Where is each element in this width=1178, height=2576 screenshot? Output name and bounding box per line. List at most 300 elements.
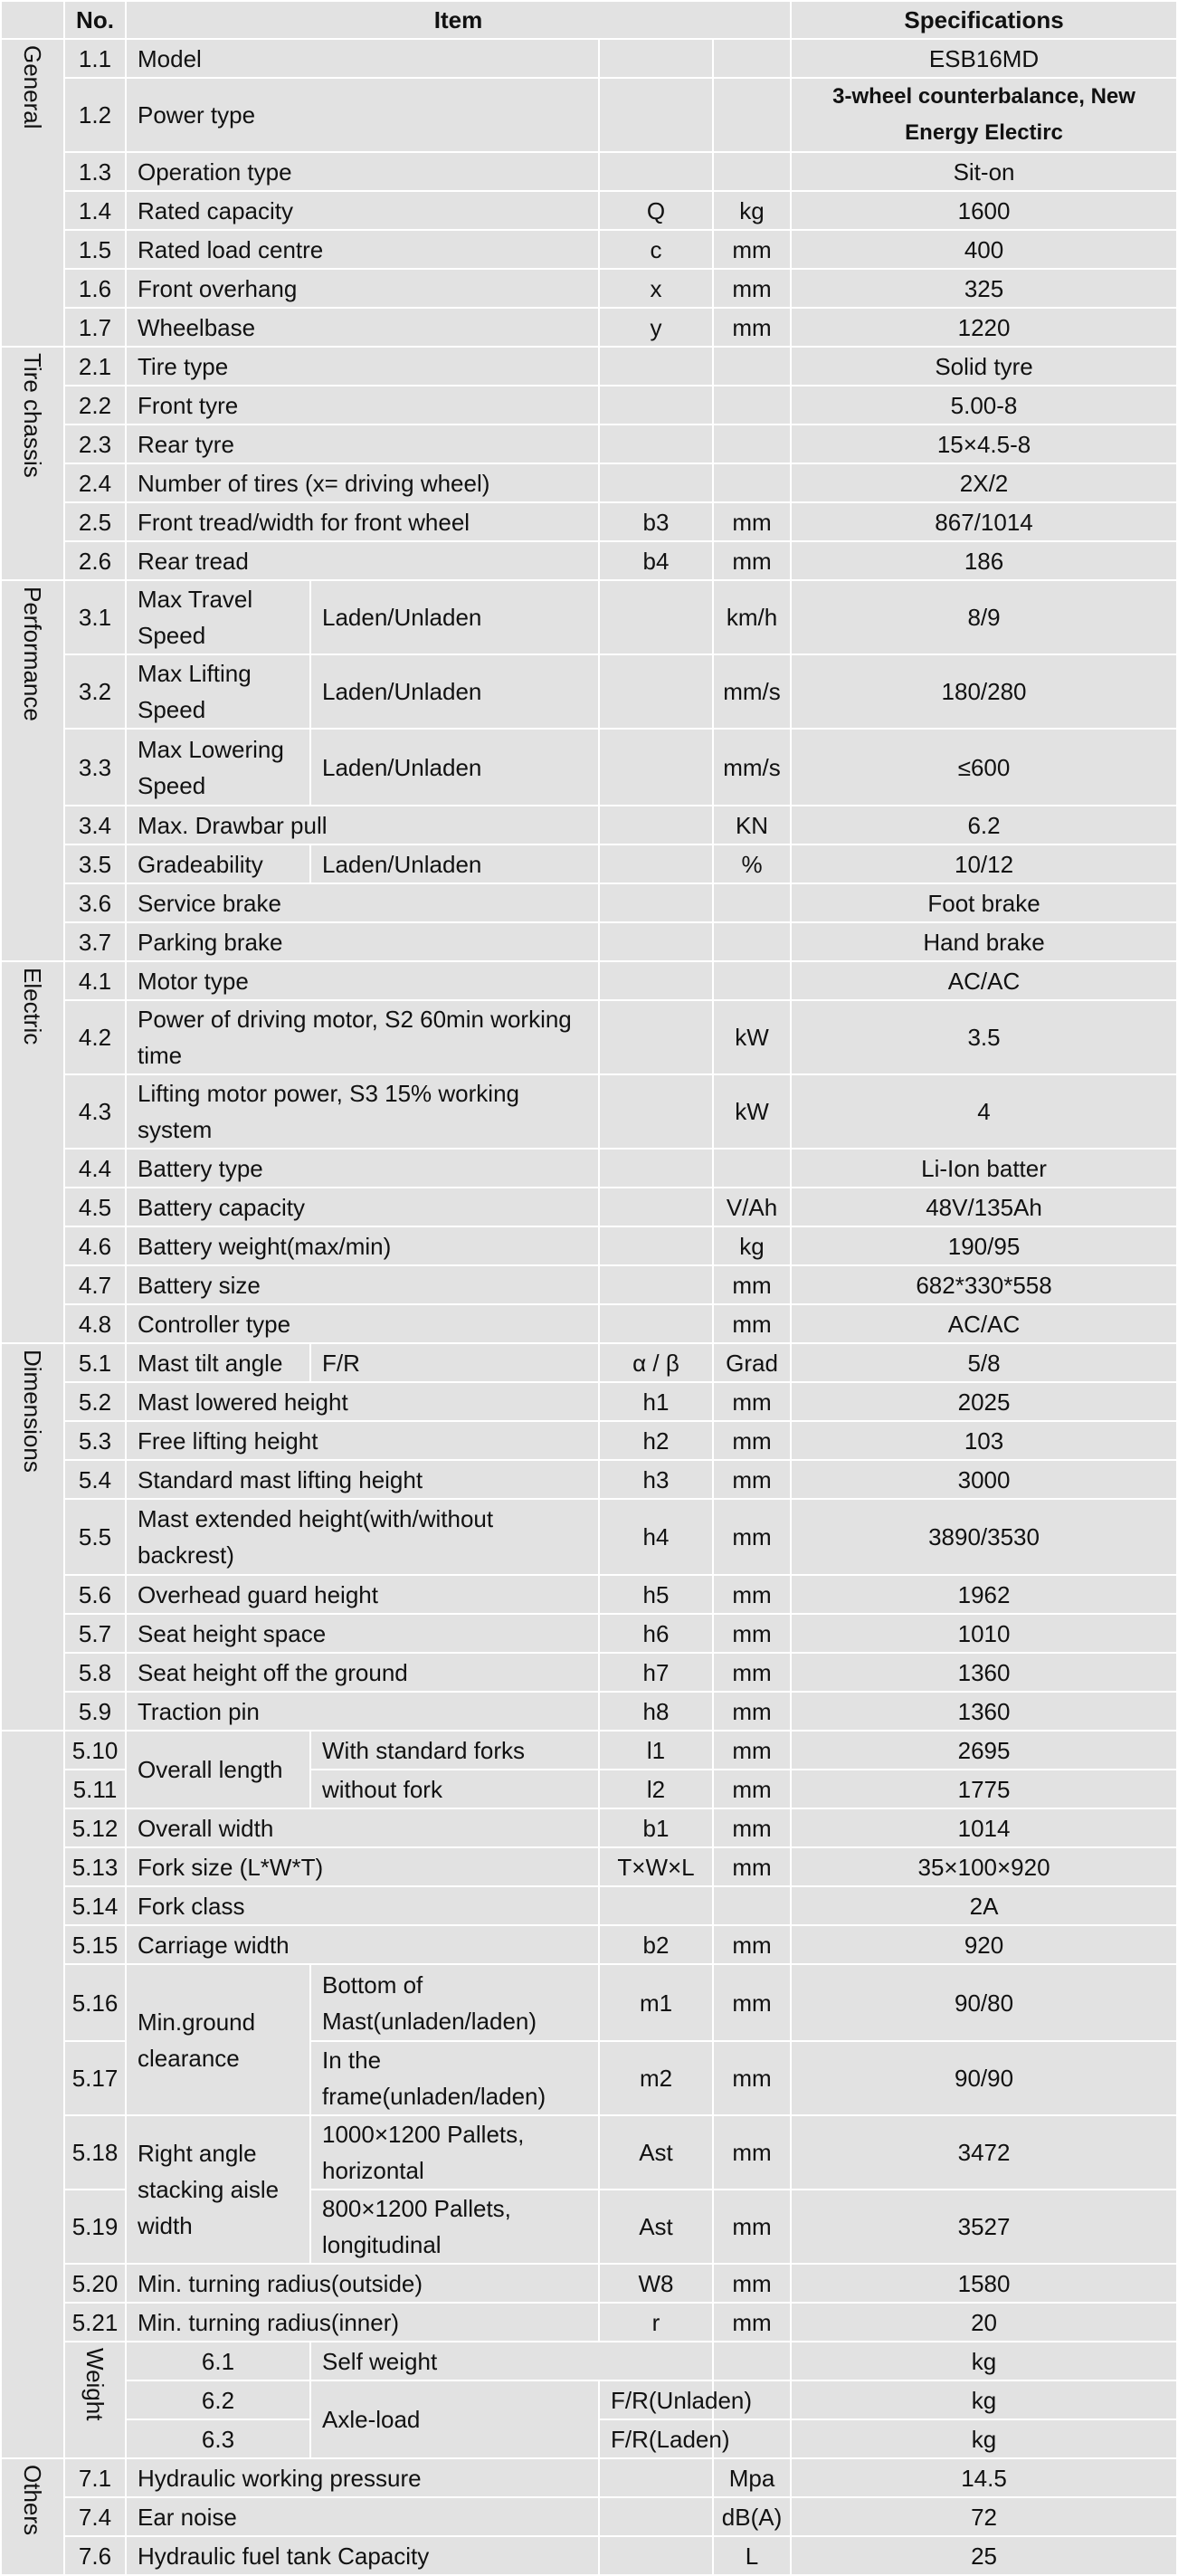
item-name: Motor type — [126, 961, 599, 1000]
unit: V/Ah — [713, 1188, 791, 1226]
row-number: 2.3 — [64, 425, 126, 463]
spec-value: 8/9 — [791, 580, 1177, 654]
unit: Grad — [713, 1343, 791, 1382]
item-name: Free lifting height — [126, 1421, 599, 1460]
row-number: 5.12 — [64, 1808, 126, 1847]
item-condition: Laden/Unladen — [310, 729, 599, 806]
spec-value: 920 — [791, 1925, 1177, 1964]
item-condition: without fork — [310, 1770, 599, 1808]
row-number: 5.20 — [64, 2264, 126, 2303]
symbol: h3 — [599, 1460, 713, 1499]
table-row — [1, 844, 1177, 883]
spec-value: 6.2 — [791, 806, 1177, 844]
symbol: α / β — [599, 1343, 713, 1382]
row-number: 2.2 — [64, 386, 126, 425]
unit: mm — [713, 2041, 791, 2115]
table-row — [1, 1000, 1177, 1074]
table-row — [1, 1343, 1177, 1382]
spec-value: Hand brake — [791, 922, 1177, 961]
table-row — [1, 806, 1177, 844]
item-name: Rear tread — [126, 541, 599, 580]
unit: mm — [713, 1265, 791, 1304]
row-number: 1.7 — [64, 308, 126, 347]
table-row — [1, 78, 1177, 152]
unit: kg — [791, 2419, 1177, 2458]
symbol: b1 — [599, 1808, 713, 1847]
table-row — [1, 922, 1177, 961]
item-name: Min.ground clearance — [126, 1964, 310, 2115]
item-condition: F/R — [310, 1343, 599, 1382]
symbol: h4 — [599, 1499, 713, 1575]
spec-value: ESB16MD — [791, 39, 1177, 78]
unit: mm — [713, 2264, 791, 2303]
item-name: Battery size — [126, 1265, 599, 1304]
table-row — [1, 230, 1177, 269]
unit: km/h — [713, 580, 791, 654]
unit: kW — [713, 1074, 791, 1149]
item-name: Overall length — [126, 1731, 310, 1808]
table-row — [1, 1265, 1177, 1304]
table-row — [1, 1421, 1177, 1460]
item-name: Hydraulic fuel tank Capacity — [126, 2536, 599, 2575]
item-name: Rear tyre — [126, 425, 599, 463]
spec-value: 48V/135Ah — [791, 1188, 1177, 1226]
item-name: Seat height off the ground — [126, 1653, 599, 1692]
unit: mm — [713, 1692, 791, 1731]
spec-value: 3.5 — [791, 1000, 1177, 1074]
item-condition: Laden/Unladen — [310, 580, 599, 654]
item-name: Gradeability — [126, 844, 310, 883]
symbol: h5 — [599, 1575, 713, 1614]
spec-value: 2A — [791, 1886, 1177, 1925]
item-condition: Laden/Unladen — [310, 654, 599, 729]
spec-value: 5.00-8 — [791, 386, 1177, 425]
unit: mm/s — [713, 729, 791, 806]
item-name: Lifting motor power, S3 15% working system — [126, 1074, 599, 1149]
table-row — [1, 463, 1177, 502]
spec-value: 180/280 — [791, 654, 1177, 729]
table-row — [1, 269, 1177, 308]
table-row — [1, 1226, 1177, 1265]
table-row — [1, 2303, 1177, 2342]
table-row — [1, 2115, 1177, 2190]
symbol: h7 — [599, 1653, 713, 1692]
group-label-weight: Weight — [64, 2342, 126, 2458]
spec-value: 2025 — [791, 1382, 1177, 1421]
item-name: Right angle stacking aisle width — [126, 2115, 310, 2264]
row-number: 5.6 — [64, 1575, 126, 1614]
item-name: Service brake — [126, 883, 599, 922]
row-number: 5.4 — [64, 1460, 126, 1499]
header-specifications: Specifications — [791, 1, 1177, 39]
unit: mm — [713, 1460, 791, 1499]
row-number: 5.9 — [64, 1692, 126, 1731]
spec-value: 10/12 — [791, 844, 1177, 883]
group-label-general: General — [1, 39, 64, 347]
row-number: 5.15 — [64, 1925, 126, 1964]
table-row — [1, 2380, 1177, 2419]
table-row — [1, 961, 1177, 1000]
item-name: Model — [126, 39, 599, 78]
row-number: 5.5 — [64, 1499, 126, 1575]
symbol: b3 — [599, 502, 713, 541]
spec-value: 1360 — [791, 1653, 1177, 1692]
row-number: 7.1 — [64, 2458, 126, 2497]
group-label-electric: Electric — [1, 961, 64, 1343]
item-name: Mast extended height(with/without backrest) — [126, 1499, 599, 1575]
unit: mm/s — [713, 654, 791, 729]
row-number: 4.8 — [64, 1304, 126, 1343]
unit: mm — [713, 1847, 791, 1886]
item-name: Power type — [126, 78, 599, 152]
spec-value: 867/1014 — [791, 502, 1177, 541]
item-name: Parking brake — [126, 922, 599, 961]
row-number: 5.7 — [64, 1614, 126, 1653]
item-name: Number of tires (x= driving wheel) — [126, 463, 599, 502]
item-name: Overall width — [126, 1808, 599, 1847]
item-name: Wheelbase — [126, 308, 599, 347]
symbol: Ast — [599, 2115, 713, 2190]
spec-value: 20 — [791, 2303, 1177, 2342]
spec-value: 3890/3530 — [791, 1499, 1177, 1575]
row-number: 2.4 — [64, 463, 126, 502]
table-row — [1, 1304, 1177, 1343]
unit: Mpa — [713, 2458, 791, 2497]
item-name: Standard mast lifting height — [126, 1460, 599, 1499]
unit: mm — [713, 269, 791, 308]
table-row — [1, 541, 1177, 580]
item-condition: 1000×1200 Pallets, horizontal — [310, 2115, 599, 2190]
item-name: Carriage width — [126, 1925, 599, 1964]
spec-value: 1600 — [791, 191, 1177, 230]
spec-value: 3527 — [791, 2190, 1177, 2264]
row-number: 4.6 — [64, 1226, 126, 1265]
unit: kW — [713, 1000, 791, 1074]
spec-value: Solid tyre — [791, 347, 1177, 386]
item-name: Battery type — [126, 1149, 599, 1188]
table-row — [1, 1614, 1177, 1653]
spec-value: 1962 — [791, 1575, 1177, 1614]
group-label-performance: Performance — [1, 580, 64, 961]
unit: mm — [713, 2303, 791, 2342]
row-number: 5.13 — [64, 1847, 126, 1886]
spec-value: AC/AC — [791, 1304, 1177, 1343]
unit: kg — [713, 191, 791, 230]
spec-value: 186 — [791, 541, 1177, 580]
row-number: 3.6 — [64, 883, 126, 922]
table-row — [1, 1925, 1177, 1964]
symbol: m1 — [599, 1964, 713, 2041]
row-number: 5.8 — [64, 1653, 126, 1692]
row-number: 7.4 — [64, 2497, 126, 2536]
row-number: 5.11 — [64, 1770, 126, 1808]
table-row — [1, 347, 1177, 386]
item-name: Rated capacity — [126, 191, 599, 230]
row-number: 2.1 — [64, 347, 126, 386]
row-number: 3.1 — [64, 580, 126, 654]
row-number: 4.5 — [64, 1188, 126, 1226]
spec-value: 190/95 — [791, 1226, 1177, 1265]
spec-value: 72 — [791, 2497, 1177, 2536]
item-name: Axle-load — [310, 2380, 599, 2458]
table-row — [1, 308, 1177, 347]
row-number: 3.5 — [64, 844, 126, 883]
row-number: 3.7 — [64, 922, 126, 961]
table-row — [1, 152, 1177, 191]
header-no: No. — [64, 1, 126, 39]
row-number: 3.3 — [64, 729, 126, 806]
unit: mm — [713, 1964, 791, 2041]
spec-value: 1775 — [791, 1770, 1177, 1808]
row-number: 5.17 — [64, 2041, 126, 2115]
row-number: 5.14 — [64, 1886, 126, 1925]
table-row — [1, 2536, 1177, 2575]
unit: mm — [713, 1925, 791, 1964]
item-name: Ear noise — [126, 2497, 599, 2536]
row-number: 6.2 — [126, 2380, 310, 2419]
row-number: 4.7 — [64, 1265, 126, 1304]
table-row — [1, 1692, 1177, 1731]
item-condition: With standard forks — [310, 1731, 599, 1770]
unit: mm — [713, 1304, 791, 1343]
table-row — [1, 1382, 1177, 1421]
unit: mm — [713, 1421, 791, 1460]
table-row — [1, 1460, 1177, 1499]
row-number: 7.6 — [64, 2536, 126, 2575]
header-row — [1, 1, 1177, 39]
spec-value: AC/AC — [791, 961, 1177, 1000]
spec-value: 325 — [791, 269, 1177, 308]
row-number: 3.4 — [64, 806, 126, 844]
table-row — [1, 729, 1177, 806]
unit: mm — [713, 541, 791, 580]
table-row — [1, 1188, 1177, 1226]
spec-value: 2695 — [791, 1731, 1177, 1770]
unit: mm — [713, 1382, 791, 1421]
table-row — [1, 1808, 1177, 1847]
unit: mm — [713, 1499, 791, 1575]
group-label-others: Others — [1, 2458, 64, 2575]
spec-value: Sit-on — [791, 152, 1177, 191]
table-row — [1, 1847, 1177, 1886]
spec-value: 103 — [791, 1421, 1177, 1460]
spec-value: 1010 — [791, 1614, 1177, 1653]
spec-value: 682*330*558 — [791, 1265, 1177, 1304]
spec-value: 90/80 — [791, 1964, 1177, 2041]
spec-value: 15×4.5-8 — [791, 425, 1177, 463]
row-number: 4.1 — [64, 961, 126, 1000]
item-condition: Laden/Unladen — [310, 844, 599, 883]
table-row — [1, 39, 1177, 78]
group-label-dimensions: Dimensions — [1, 1343, 64, 1731]
header-item: Item — [126, 1, 791, 39]
row-number: 4.2 — [64, 1000, 126, 1074]
unit: kg — [791, 2380, 1177, 2419]
row-number: 5.19 — [64, 2190, 126, 2264]
symbol: b4 — [599, 541, 713, 580]
spec-value: 5/8 — [791, 1343, 1177, 1382]
unit: kg — [791, 2342, 1177, 2380]
item-name: Max Lowering Speed — [126, 729, 310, 806]
spec-value: 35×100×920 — [791, 1847, 1177, 1886]
item-name: Power of driving motor, S2 60min working time — [126, 1000, 599, 1074]
item-name: Hydraulic working pressure — [126, 2458, 599, 2497]
spec-value: ≤600 — [791, 729, 1177, 806]
unit: KN — [713, 806, 791, 844]
spec-value: 1360 — [791, 1692, 1177, 1731]
table-row — [1, 1149, 1177, 1188]
row-number: 1.6 — [64, 269, 126, 308]
row-number: 4.3 — [64, 1074, 126, 1149]
item-name: Controller type — [126, 1304, 599, 1343]
row-number: 4.4 — [64, 1149, 126, 1188]
item-name: Max Lifting Speed — [126, 654, 310, 729]
item-name: Seat height space — [126, 1614, 599, 1653]
table-row — [1, 654, 1177, 729]
table-row — [1, 580, 1177, 654]
spec-value: 25 — [791, 2536, 1177, 2575]
row-number: 3.2 — [64, 654, 126, 729]
item-condition: 800×1200 Pallets, longitudinal — [310, 2190, 599, 2264]
symbol: b2 — [599, 1925, 713, 1964]
symbol: h2 — [599, 1421, 713, 1460]
spec-value: 1014 — [791, 1808, 1177, 1847]
unit: mm — [713, 1731, 791, 1770]
item-name: Min. turning radius(outside) — [126, 2264, 599, 2303]
symbol: l2 — [599, 1770, 713, 1808]
symbol: h6 — [599, 1614, 713, 1653]
unit: L — [713, 2536, 791, 2575]
item-name: Traction pin — [126, 1692, 599, 1731]
spec-value: Foot brake — [791, 883, 1177, 922]
item-name: Mast lowered height — [126, 1382, 599, 1421]
table-row — [1, 1653, 1177, 1692]
row-number: 6.3 — [126, 2419, 310, 2458]
unit: mm — [713, 502, 791, 541]
symbol: Q — [599, 191, 713, 230]
unit: kg — [713, 1226, 791, 1265]
item-name: Self weight — [310, 2342, 713, 2380]
row-number: 5.3 — [64, 1421, 126, 1460]
row-number: 2.6 — [64, 541, 126, 580]
spec-value: 3-wheel counterbalance, New Energy Electirc — [791, 78, 1177, 152]
item-name: Operation type — [126, 152, 599, 191]
spec-value: 4 — [791, 1074, 1177, 1149]
unit: mm — [713, 1653, 791, 1692]
group-label-tire-chassis: Tire chassis — [1, 347, 64, 580]
table-row — [1, 1575, 1177, 1614]
spec-value: 90/90 — [791, 2041, 1177, 2115]
unit: mm — [713, 230, 791, 269]
symbol: r — [599, 2303, 713, 2342]
spec-value: Li-Ion batter — [791, 1149, 1177, 1188]
item-name: Rated load centre — [126, 230, 599, 269]
item-condition: F/R(Unladen) — [599, 2380, 713, 2419]
row-number: 1.1 — [64, 39, 126, 78]
spec-value: 3000 — [791, 1460, 1177, 1499]
symbol: y — [599, 308, 713, 347]
row-number: 5.2 — [64, 1382, 126, 1421]
symbol: x — [599, 269, 713, 308]
header-blank — [1, 1, 64, 39]
table-row — [1, 1499, 1177, 1575]
item-name: Mast tilt angle — [126, 1343, 310, 1382]
item-name: Front tyre — [126, 386, 599, 425]
spec-value: 1580 — [791, 2264, 1177, 2303]
spec-value: 3472 — [791, 2115, 1177, 2190]
item-name: Front overhang — [126, 269, 599, 308]
table-row — [1, 2497, 1177, 2536]
item-name: Min. turning radius(inner) — [126, 2303, 599, 2342]
table-row — [1, 502, 1177, 541]
unit: mm — [713, 1575, 791, 1614]
table-row — [1, 1886, 1177, 1925]
unit: mm — [713, 2190, 791, 2264]
symbol: T×W×L — [599, 1847, 713, 1886]
item-condition: Bottom of Mast(unladen/laden) — [310, 1964, 599, 2041]
item-name: Max. Drawbar pull — [126, 806, 599, 844]
symbol: l1 — [599, 1731, 713, 1770]
spec-value: 14.5 — [791, 2458, 1177, 2497]
item-name: Fork class — [126, 1886, 599, 1925]
row-number: 1.2 — [64, 78, 126, 152]
item-name: Fork size (L*W*T) — [126, 1847, 599, 1886]
row-number: 1.4 — [64, 191, 126, 230]
item-name: Battery weight(max/min) — [126, 1226, 599, 1265]
unit: mm — [713, 2115, 791, 2190]
table-row — [1, 191, 1177, 230]
symbol: c — [599, 230, 713, 269]
symbol: W8 — [599, 2264, 713, 2303]
spec-value: 400 — [791, 230, 1177, 269]
spec-value: 1220 — [791, 308, 1177, 347]
item-name: Overhead guard height — [126, 1575, 599, 1614]
table-row — [1, 2264, 1177, 2303]
table-row — [1, 2342, 1177, 2380]
table-row — [1, 1964, 1177, 2041]
table-row — [1, 2458, 1177, 2497]
row-number: 5.10 — [64, 1731, 126, 1770]
row-number: 6.1 — [126, 2342, 310, 2380]
item-name: Battery capacity — [126, 1188, 599, 1226]
table-row — [1, 386, 1177, 425]
item-condition: In the frame(unladen/laden) — [310, 2041, 599, 2115]
unit: mm — [713, 1770, 791, 1808]
symbol: m2 — [599, 2041, 713, 2115]
row-number: 1.3 — [64, 152, 126, 191]
item-name: Front tread/width for front wheel — [126, 502, 599, 541]
symbol: h8 — [599, 1692, 713, 1731]
table-row — [1, 1074, 1177, 1149]
row-number: 5.16 — [64, 1964, 126, 2041]
item-name: Max Travel Speed — [126, 580, 310, 654]
spec-value: 2X/2 — [791, 463, 1177, 502]
unit: % — [713, 844, 791, 883]
symbol: Ast — [599, 2190, 713, 2264]
row-number: 5.1 — [64, 1343, 126, 1382]
row-number: 5.18 — [64, 2115, 126, 2190]
table-row — [1, 425, 1177, 463]
row-number: 1.5 — [64, 230, 126, 269]
symbol: h1 — [599, 1382, 713, 1421]
unit: dB(A) — [713, 2497, 791, 2536]
unit: mm — [713, 308, 791, 347]
item-name: Tire type — [126, 347, 599, 386]
row-number: 2.5 — [64, 502, 126, 541]
item-condition: F/R(Laden) — [599, 2419, 713, 2458]
table-row — [1, 1731, 1177, 1770]
unit: mm — [713, 1614, 791, 1653]
